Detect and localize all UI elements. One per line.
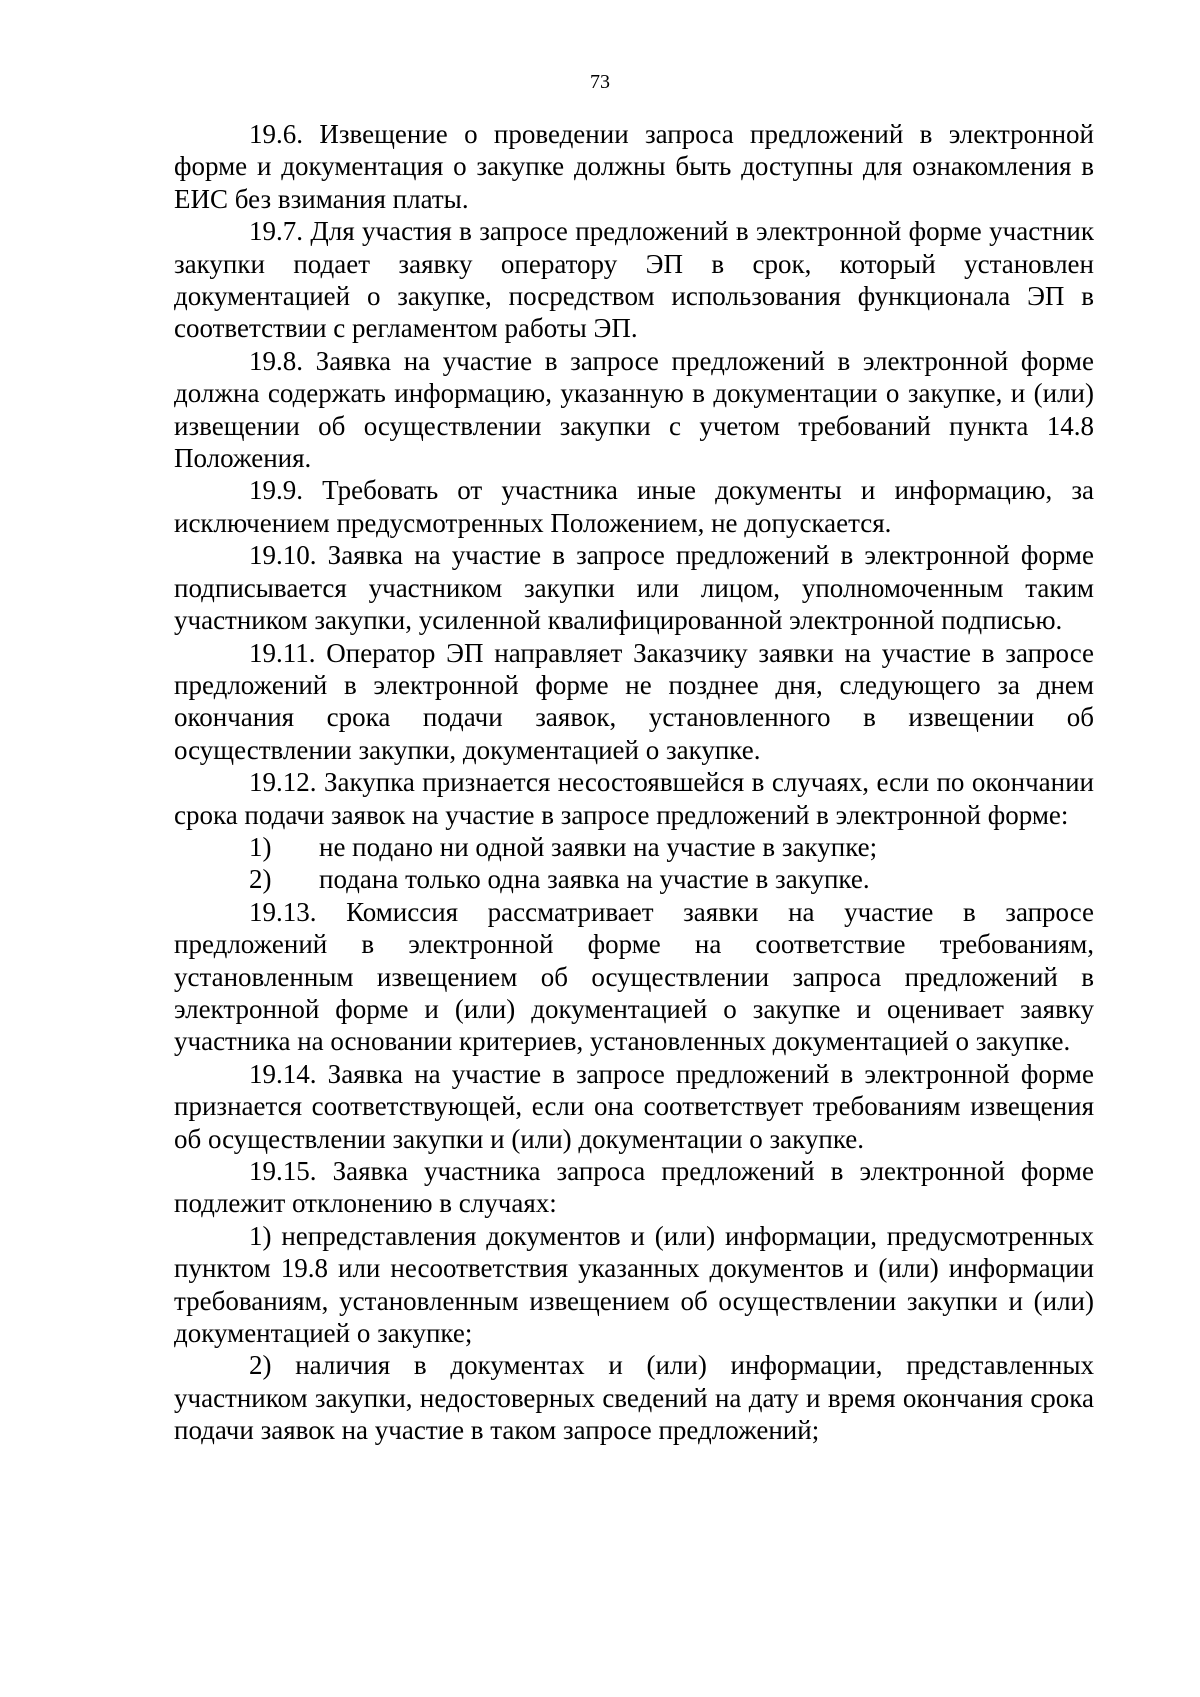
paragraph-19-12: 19.12. Закупка признается несостоявшейся в случаях, если по окончании срока подачи заявок на участие в запросе предложений в электронной форме: (174, 767, 1094, 830)
paragraph-19-8: 19.8. Заявка на участие в запросе предложений в электронной форме должна содержать информацию, указанную в документации о закупке, и (или) извещении об осуществлении закупки с учетом требований пункта 14.8 Положения. (174, 345, 1094, 474)
paragraph-19-7: 19.7. Для участия в запросе предложений в электронной форме участник закупки подает заявку оператору ЭП в срок, который установлен документацией о закупке, посредством использования функционала ЭП в соответствии с регламентом работы ЭП. (174, 216, 1094, 344)
paragraph-19-6: 19.6. Извещение о проведении запроса предложений в электронной форме и документация о закупке должны быть доступны для ознакомления в ЕИС без взимания платы. (174, 119, 1094, 214)
paragraph-19-15-item-1: 1) непредставления документов и (или) информации, предусмотренных пунктом 19.8 или несоответствия указанных документов и (или) информации требованиям, установленным извещением об осуществлении закупки и (или) документацией о закупке; (174, 1220, 1094, 1349)
list-item-number: 2) (249, 864, 272, 895)
list-item-number: 1) (249, 831, 272, 862)
paragraph-19-9: 19.9. Требовать от участника иные документы и информацию, за исключением предусмотренных Положением, не допускается. (174, 475, 1094, 538)
list-item-text: не подано ни одной заявки на участие в закупке; (319, 831, 878, 862)
paragraph-19-14: 19.14. Заявка на участие в запросе предложений в электронной форме признается соответствующей, если она соответствует требованиям извещения об осуществлении закупки и (или) документации о закупке. (174, 1058, 1094, 1154)
page-number: 73 (590, 71, 610, 93)
document-body (174, 118, 1094, 1447)
paragraph-19-13: 19.13. Комиссия рассматривает заявки на участие в запросе предложений в электронной форме на соответствие требованиям, установленным извещением об осуществлении запроса предложений в электронной форме и (или) документацией о закупке и оценивает заявку участника на основании критериев, установленных документацией о закупке. (174, 896, 1094, 1057)
list-item-text: подана только одна заявка на участие в закупке. (319, 864, 870, 895)
paragraph-19-11: 19.11. Оператор ЭП направляет Заказчику заявки на участие в запросе предложений в электронной форме не позднее дня, следующего за днем окончания срока подачи заявок, установленного в извещении об осуществлении закупки, документацией о закупке. (174, 637, 1094, 765)
list-item-19-12-1 (174, 831, 1094, 863)
paragraph-19-15-item-2: 2) наличия в документах и (или) информации, представленных участником закупки, недостоверных сведений на дату и время окончания срока подачи заявок на участие в таком запросе предложений; (174, 1350, 1094, 1446)
paragraph-19-15: 19.15. Заявка участника запроса предложений в электронной форме подлежит отклонению в случаях: (174, 1156, 1094, 1219)
list-item-19-12-2 (174, 863, 1094, 895)
paragraph-19-10: 19.10. Заявка на участие в запросе предложений в электронной форме подписывается участником закупки или лицом, уполномоченным таким участником закупки, усиленной квалифицированной электронной подписью. (174, 540, 1094, 636)
